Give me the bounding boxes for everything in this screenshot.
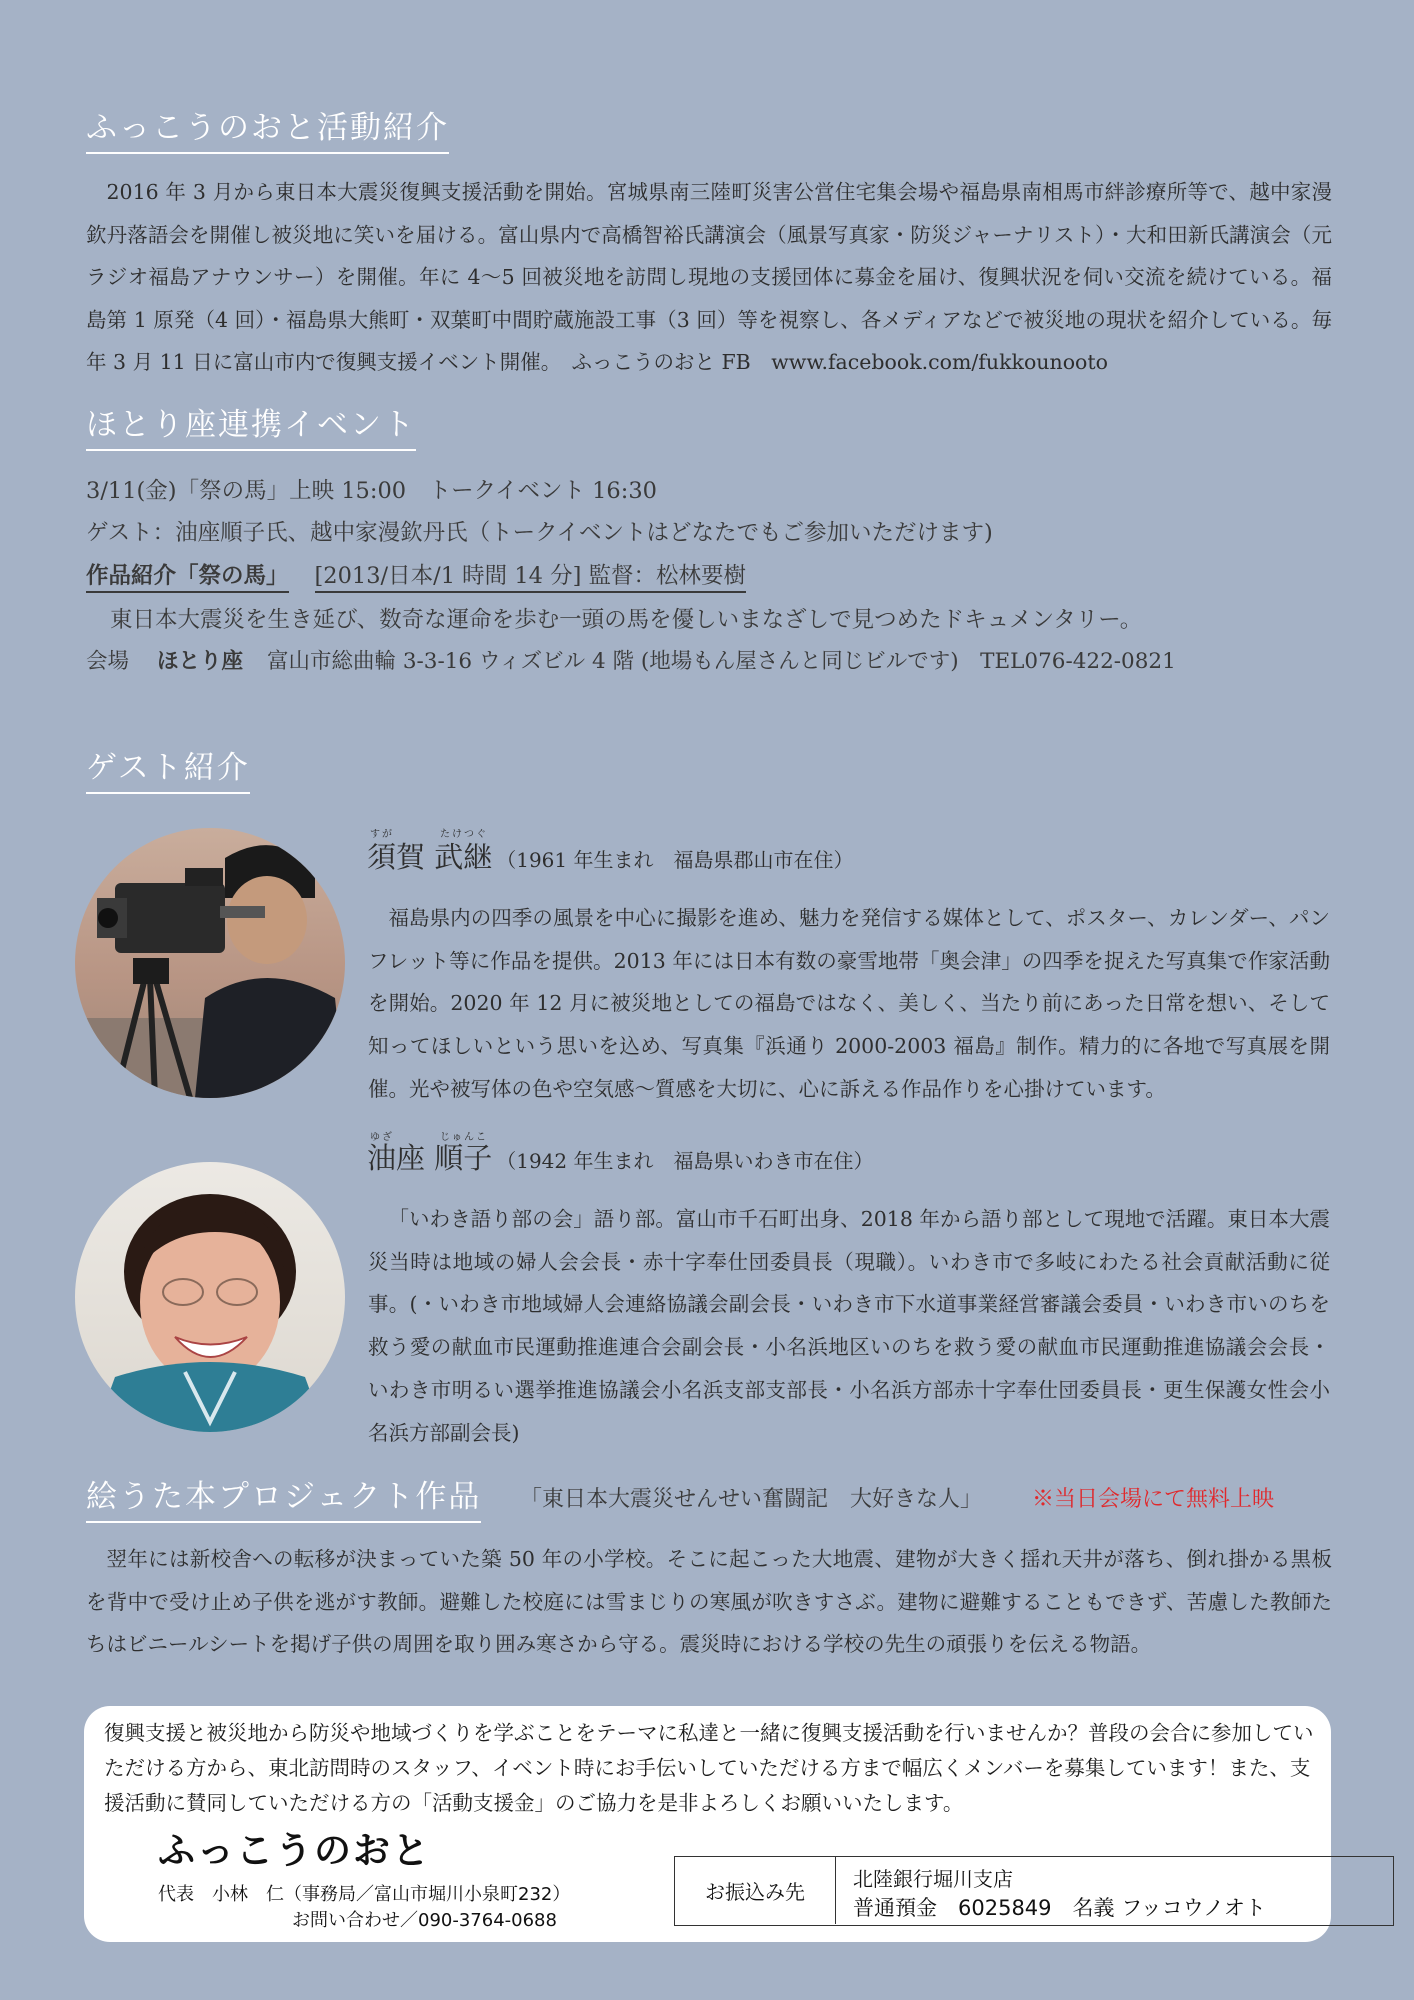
organization-name: ふっこうのおと (158, 1829, 431, 1872)
bank-branch: 北陸銀行堀川支店 (853, 1867, 1013, 1891)
venue-address: 富山市総曲輪 3-3-16 ウィズビル 4 階 (地場もん屋さんと同じビルです) TEL076-422-0821 (267, 649, 1176, 674)
guest-photo-suga (75, 828, 345, 1098)
picturebook-work-title: 「東日本大震災せんせい奮闘記 大好きな人」 (520, 1487, 983, 1512)
work-info: [2013/日本/1 時間 14 分] 監督：松林要樹 (315, 563, 747, 593)
activity-section-title: ふっこうのおと活動紹介 (86, 108, 449, 154)
venue-name: ほとり座 (157, 649, 244, 674)
guest1-name-line (367, 840, 853, 877)
activity-description: 2016 年 3 月から東日本大震災復興支援活動を開始。宮城県南三陸町災害公営住宅集会場や福島県南相馬市絆診療所等で、越中家漫欽丹落語会を開催し被災地に笑いを届ける。富山県内で高橋智裕氏講演会（風景写真家・防災ジャーナリスト）・大和田新氏講演会（元ラジオ福島アナウンサー）を開催。年に 4〜5 回被災地を訪問し現地の支援団体に募金を届け、復興状況を伺い交流を続けている。福島第 1 原発（4 回）・福島県大熊町・双葉町中間貯蔵施設工事（3 回）等を視察し、各メディアなどで被災地の現状を紹介している。毎年 3 月 11 日に富山市内で復興支援イベント開催。 ふっこうのおと FB www.facebook.com/fukkounooto (86, 180, 1332, 374)
guest1-name: 須賀 武継 (367, 840, 493, 874)
guest1-bio: 福島県内の四季の風景を中心に撮影を進め、魅力を発信する媒体として、ポスター、カレンダー、パンフレット等に作品を提供。2013 年には日本有数の豪雪地帯「奥会津」の四季を捉えた写真集で作家活動を開始。2020 年 12 月に被災地としての福島ではなく、美しく、当たり前にあった日常を想い、そして知ってほしいという思いを込め、写真集『浜通り 2000-2003 福島』制作。精力的に各地で写真展を開催。光や被写体の色や空気感〜質感を大切に、心に訴える作品作りを心掛けています。 (368, 906, 1330, 1101)
membership-call-box (84, 1706, 1331, 1942)
work-label: 作品紹介「祭の馬」 (86, 563, 289, 593)
venue-label: 会場 (86, 649, 130, 674)
guest2-bio: 「いわき語り部の会」語り部。富山市千石町出身、2018 年から語り部として現地で活躍。東日本大震災当時は地域の婦人会会長・赤十字奉仕団委員長（現職）。いわき市で多岐にわたる社会貢献活動に従事。(・いわき市地域婦人会連絡協議会副会長・いわき市下水道事業経営審議会委員・いわき市いのちを救う愛の献血市民運動推進連合会副会長・小名浜地区いのちを救う愛の献血市民運動推進協議会会長・いわき市明るい選挙推進協議会小名浜支部支部長・小名浜方部赤十字奉仕団委員長・更生保護女性会小名浜方部副会長) (368, 1207, 1330, 1445)
picturebook-description: 翌年には新校舎への転移が決まっていた築 50 年の小学校。そこに起こった大地震、建物が大きく揺れ天井が落ち、倒れ掛かる黒板を背中で受け止め子供を逃がす教師。避難した校庭には雪まじりの寒風が吹きすさぶ。建物に避難することもできず、苦慮した教師たちはビニールシートを掲げ子供の周囲を取り囲み寒さから守る。震災時における学校の先生の頑張りを伝える物語。 (86, 1547, 1332, 1656)
photographer-with-camera-image (75, 828, 345, 1098)
representative-info: 代表 小林 仁（事務局／富山市堀川小泉町232） (158, 1884, 571, 1905)
work-intro (86, 561, 746, 591)
membership-message: 復興支援と被災地から防災や地域づくりを学ぶことをテーマに私達と一緒に復興支援活動を行いませんか？普段の会合に参加していただける方から、東北訪問時のスタッフ、イベント時にお手伝いしていただける方まで幅広くメンバーを募集しています！また、支援活動に賛同していただける方の「活動支援金」のご協力を是非よろしくお願いいたします。 (104, 1721, 1314, 1815)
bank-transfer-label: お振込み先 (675, 1857, 836, 1924)
guest2-name-line (367, 1141, 873, 1178)
guest1-ruby-family: すが (370, 829, 394, 840)
guest2-ruby-given: じゅんこ (440, 1132, 488, 1143)
free-screening-notice: ※当日会場にて無料上映 (1032, 1487, 1275, 1512)
event-schedule: 3/11(金)「祭の馬」上映 15:00 トークイベント 16:30 (86, 478, 657, 504)
event-section-title: ほとり座連携イベント (86, 405, 416, 451)
contact-phone: お問い合わせ／090-3764-0688 (292, 1910, 557, 1931)
event-guests: ゲスト：油座順子氏、越中家漫欽丹氏（トークイベントはどなたでもご参加いただけます) (86, 520, 993, 546)
picturebook-section-title: 絵うた本プロジェクト作品 (86, 1477, 481, 1523)
smiling-woman-image (75, 1162, 345, 1432)
guest-photo-yuza (75, 1162, 345, 1432)
bank-transfer-table (674, 1856, 1394, 1926)
guests-section-title: ゲスト紹介 (86, 748, 250, 794)
guest1-meta: （1961 年生まれ 福島県郡山市在住） (496, 848, 854, 872)
guest1-ruby-given: たけつぐ (440, 829, 488, 840)
work-description: 東日本大震災を生き延び、数奇な運命を歩む一頭の馬を優しいまなざしで見つめたドキュメンタリー。 (110, 607, 1143, 633)
venue-info (86, 647, 1176, 677)
bank-account: 普通預金 6025849 名義 フッコウノオト (853, 1896, 1266, 1920)
guest2-meta: （1942 年生まれ 福島県いわき市在住） (496, 1149, 874, 1173)
guest2-ruby-family: ゆざ (370, 1132, 394, 1143)
guest2-name: 油座 順子 (367, 1141, 493, 1175)
